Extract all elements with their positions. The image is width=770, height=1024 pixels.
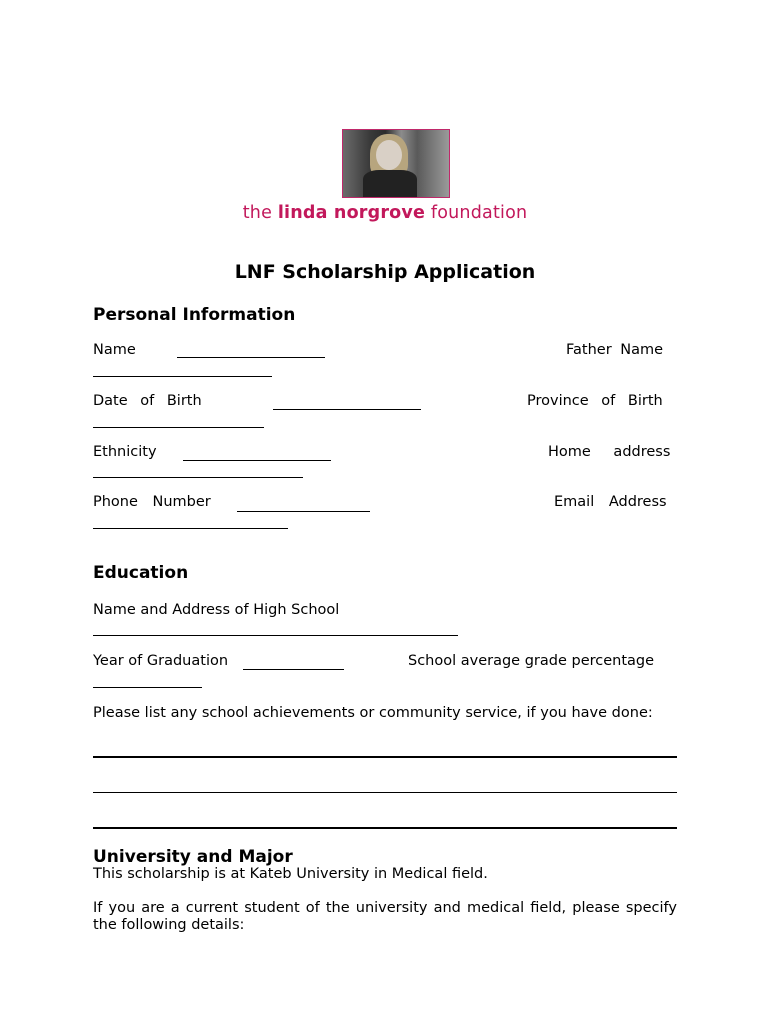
phone-label: Phone Number — [93, 494, 211, 510]
dob-label: Date of Birth — [93, 393, 202, 409]
name-label: Name — [93, 342, 136, 358]
ethnicity-field[interactable] — [183, 460, 331, 461]
photo-face — [376, 140, 402, 170]
education-heading: Education — [93, 563, 189, 583]
achievements-label: Please list any school achievements or community service, if you have done: — [93, 705, 653, 721]
father-name-field[interactable] — [93, 376, 272, 377]
achievements-line-1[interactable] — [93, 756, 677, 758]
graduation-label: Year of Graduation — [93, 653, 229, 669]
university-instruction: If you are a current student of the university and medical field, please specify the following details: — [93, 900, 677, 933]
org-prefix: the — [242, 203, 273, 223]
province-field[interactable] — [93, 427, 264, 428]
university-statement: This scholarship is at Kateb University in Medical field. — [93, 866, 488, 882]
graduation-field[interactable] — [243, 669, 344, 670]
foundation-logo-text — [0, 203, 770, 223]
university-heading: University and Major — [93, 847, 293, 867]
home-address-label: Home address — [548, 444, 671, 460]
personal-info-heading: Personal Information — [93, 305, 296, 325]
father-name-label: Father Name — [566, 342, 664, 358]
email-label: Email Address — [554, 494, 667, 510]
high-school-field[interactable] — [93, 635, 458, 636]
phone-field[interactable] — [237, 511, 370, 512]
achievements-line-2[interactable] — [93, 792, 677, 793]
org-suffix: foundation — [430, 203, 528, 223]
home-address-field[interactable] — [93, 477, 303, 478]
dob-field[interactable] — [273, 409, 421, 410]
page-title: LNF Scholarship Application — [234, 261, 536, 283]
name-field[interactable] — [177, 357, 325, 358]
grade-label: School average grade percentage — [408, 653, 655, 669]
achievements-line-3[interactable] — [93, 827, 677, 829]
email-field[interactable] — [93, 528, 288, 529]
province-label: Province of Birth — [527, 393, 663, 409]
founder-photo — [342, 129, 450, 198]
high-school-label: Name and Address of High School — [93, 602, 340, 618]
photo-body — [363, 170, 417, 198]
ethnicity-label: Ethnicity — [93, 444, 157, 460]
org-name: linda norgrove — [277, 203, 426, 223]
grade-field[interactable] — [93, 687, 202, 688]
